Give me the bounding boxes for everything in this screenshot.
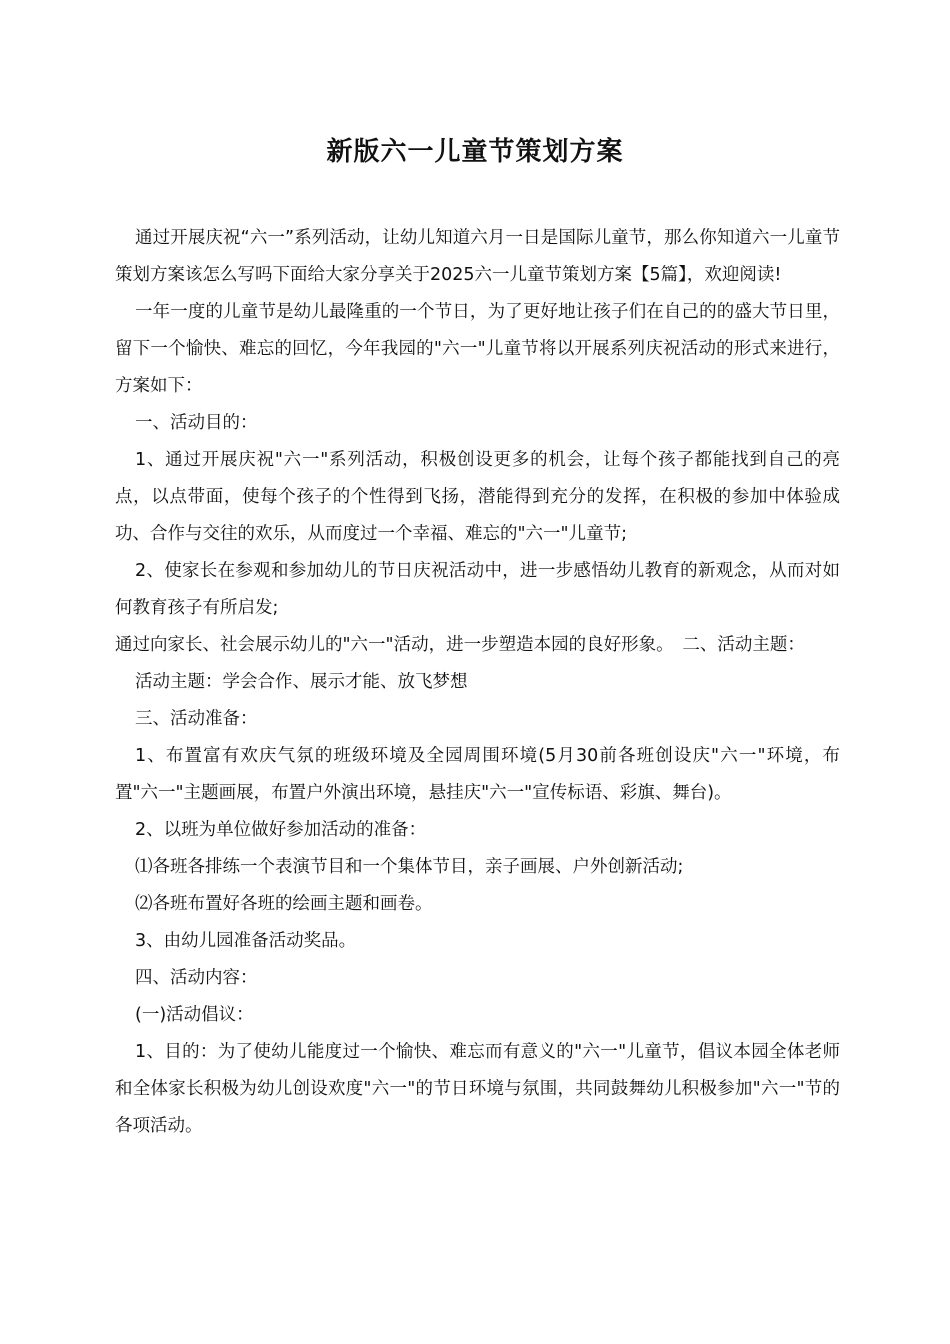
section-heading-purpose: 一、活动目的： [135, 413, 258, 433]
intro-paragraph: 通过开展庆祝“六一”系列活动，让幼儿知道六月一日是国际儿童节，那么你知道六一儿童节策划方案该怎么写吗下面给大家分享关于2025六一儿童节策划方案【5篇】，欢迎阅读! [115, 228, 840, 285]
document-body [115, 220, 840, 1145]
purpose-item-1: 1、通过开展庆祝"六一"系列活动，积极创设更多的机会，让每个孩子都能找到自己的亮点，以点带面，使每个孩子的个性得到飞扬，潜能得到充分的发挥，在积极的参加中体验成功、合作与交往的欢乐，从而度过一个幸福、难忘的"六一"儿童节; [115, 450, 840, 544]
purpose-item-3: 通过向家长、社会展示幼儿的"六一"活动，进一步塑造本园的良好形象。 二、活动主题： [115, 635, 805, 655]
document-title: 新版六一儿童节策划方案 [326, 137, 624, 167]
preparation-item-2: 2、以班为单位做好参加活动的准备： [135, 820, 427, 840]
subsection-heading-initiative: (一)活动倡议： [135, 1005, 254, 1025]
preparation-subitem-1: ⑴各班各排练一个表演节目和一个集体节目，亲子画展、户外创新活动; [135, 857, 684, 877]
section-heading-content: 四、活动内容： [135, 968, 258, 988]
preparation-subitem-2: ⑵各班布置好各班的绘画主题和画卷。 [135, 894, 433, 914]
preparation-item-3: 3、由幼儿园准备活动奖品。 [135, 931, 357, 951]
theme-paragraph: 活动主题：学会合作、展示才能、放飞梦想 [135, 672, 468, 692]
overview-paragraph: 一年一度的儿童节是幼儿最隆重的一个节日，为了更好地让孩子们在自己的的盛大节日里，留下一个愉快、难忘的回忆，今年我园的"六一"儿童节将以开展系列庆祝活动的形式来进行，方案如下： [115, 302, 840, 396]
preparation-item-1: 1、布置富有欢庆气氛的班级环境及全园周围环境(5月30前各班创设庆"六一"环境，布置"六一"主题画展，布置户外演出环境，悬挂庆"六一"宣传标语、彩旗、舞台)。 [115, 746, 840, 803]
purpose-item-2: 2、使家长在参观和参加幼儿的节日庆祝活动中，进一步感悟幼儿教育的新观念，从而对如何教育孩子有所启发; [115, 561, 840, 618]
section-heading-preparation: 三、活动准备： [135, 709, 258, 729]
initiative-item-1: 1、目的：为了使幼儿能度过一个愉快、难忘而有意义的"六一"儿童节，倡议本园全体老师和全体家长积极为幼儿创设欢度"六一"的节日环境与氛围，共同鼓舞幼儿积极参加"六一"节的各项活动。 [115, 1042, 840, 1136]
